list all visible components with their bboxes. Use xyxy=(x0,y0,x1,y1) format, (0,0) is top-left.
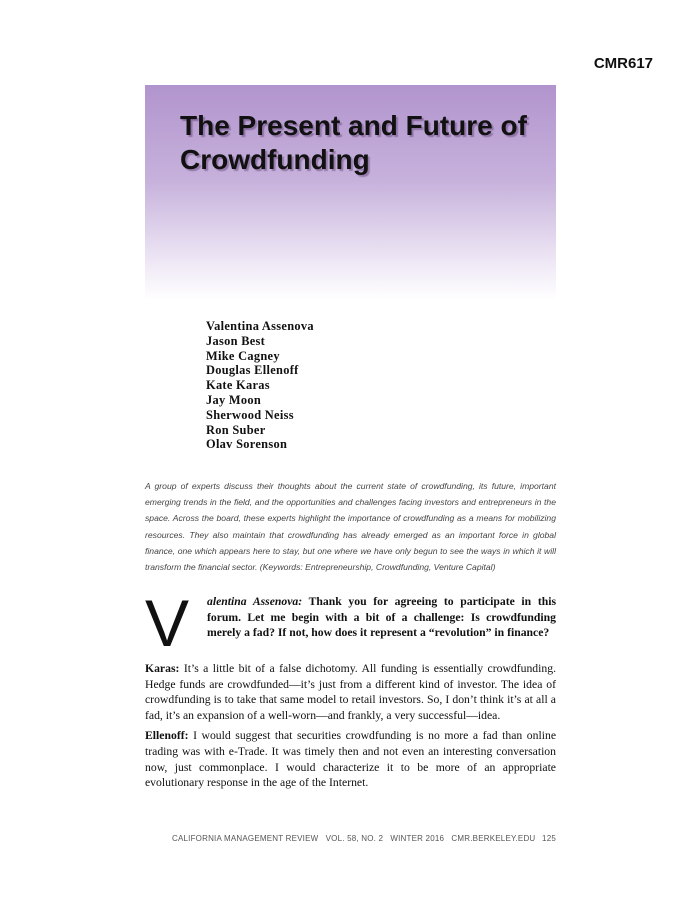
interview-question xyxy=(145,586,557,660)
author-name: Sherwood Neiss xyxy=(206,407,294,422)
journal-info: CALIFORNIA MANAGEMENT REVIEW VOL. 58, NO. 2 WINTER 2016 CMR.BERKELEY.EDU xyxy=(172,834,536,843)
answer-text: It’s a little bit of a false dichotomy. All funding is essentially crowdfunding. Hedge funds are crowdfunded—it’s just from a different kind of investor. The idea of crowdfunding is to take that same model to retail investors. So, I don’t think it’s at all a fad, it’s an expansion of a well-worn—and frankly, a very successful—idea. xyxy=(145,662,557,722)
page-footer xyxy=(172,834,556,843)
author-name: Mike Cagney xyxy=(206,348,280,363)
answer-speaker: Karas: xyxy=(145,662,180,675)
answer-paragraph xyxy=(145,661,556,723)
answer-speaker: Ellenoff: xyxy=(145,729,189,743)
question-text xyxy=(207,594,556,641)
answer-paragraph xyxy=(145,728,556,790)
author-list xyxy=(206,319,314,452)
article-code: CMR617 xyxy=(593,55,653,72)
author-name: Douglas Ellenoff xyxy=(206,363,299,378)
abstract: A group of experts discuss their thoughts about the current state of crowdfunding, its future, important emerging trends in the field, and the opportunities and challenges facing investors and entrepreneurs in the space. Across the board, these experts highlight the importance of crowdfunding as a means for mobilizing resources. They also maintain that crowdfunding has already emerged as an important force in global finance, one which appears here to stay, but one where we have only begun to see the ways in which it will transform the financial sector. (Keywords: Entrepreneurship, Crowdfunding, Venture Capital) xyxy=(145,481,556,573)
author-name: Jason Best xyxy=(206,333,266,348)
author-name: Kate Karas xyxy=(206,378,270,393)
author-name: Olav Sorenson xyxy=(206,437,288,452)
author-name: Ron Suber xyxy=(206,422,266,437)
title-banner xyxy=(145,85,556,300)
question-body: Thank you for agreeing to participate in this forum. Let me begin with a bit of a challenge: Is crowdfunding merely a fad? If not, how does it represent a “revolution” in finance? xyxy=(207,595,557,640)
article-title: The Present and Future of Crowdfunding xyxy=(180,110,527,175)
article-body xyxy=(145,586,557,791)
answer-text: I would suggest that securities crowdfunding is no more a fad than online trading was with e-Trade. It was timely then and not even an interesting conversation now, just commonplace. I would characterize it to be more of an appropriate evolutionary response in the age of the Internet. xyxy=(145,729,557,790)
drop-cap: V xyxy=(145,586,190,660)
question-speaker: alentina Assenova: xyxy=(207,595,303,608)
page-number: 125 xyxy=(542,834,556,843)
author-name: Jay Moon xyxy=(206,392,262,407)
author-name: Valentina Assenova xyxy=(206,319,314,333)
